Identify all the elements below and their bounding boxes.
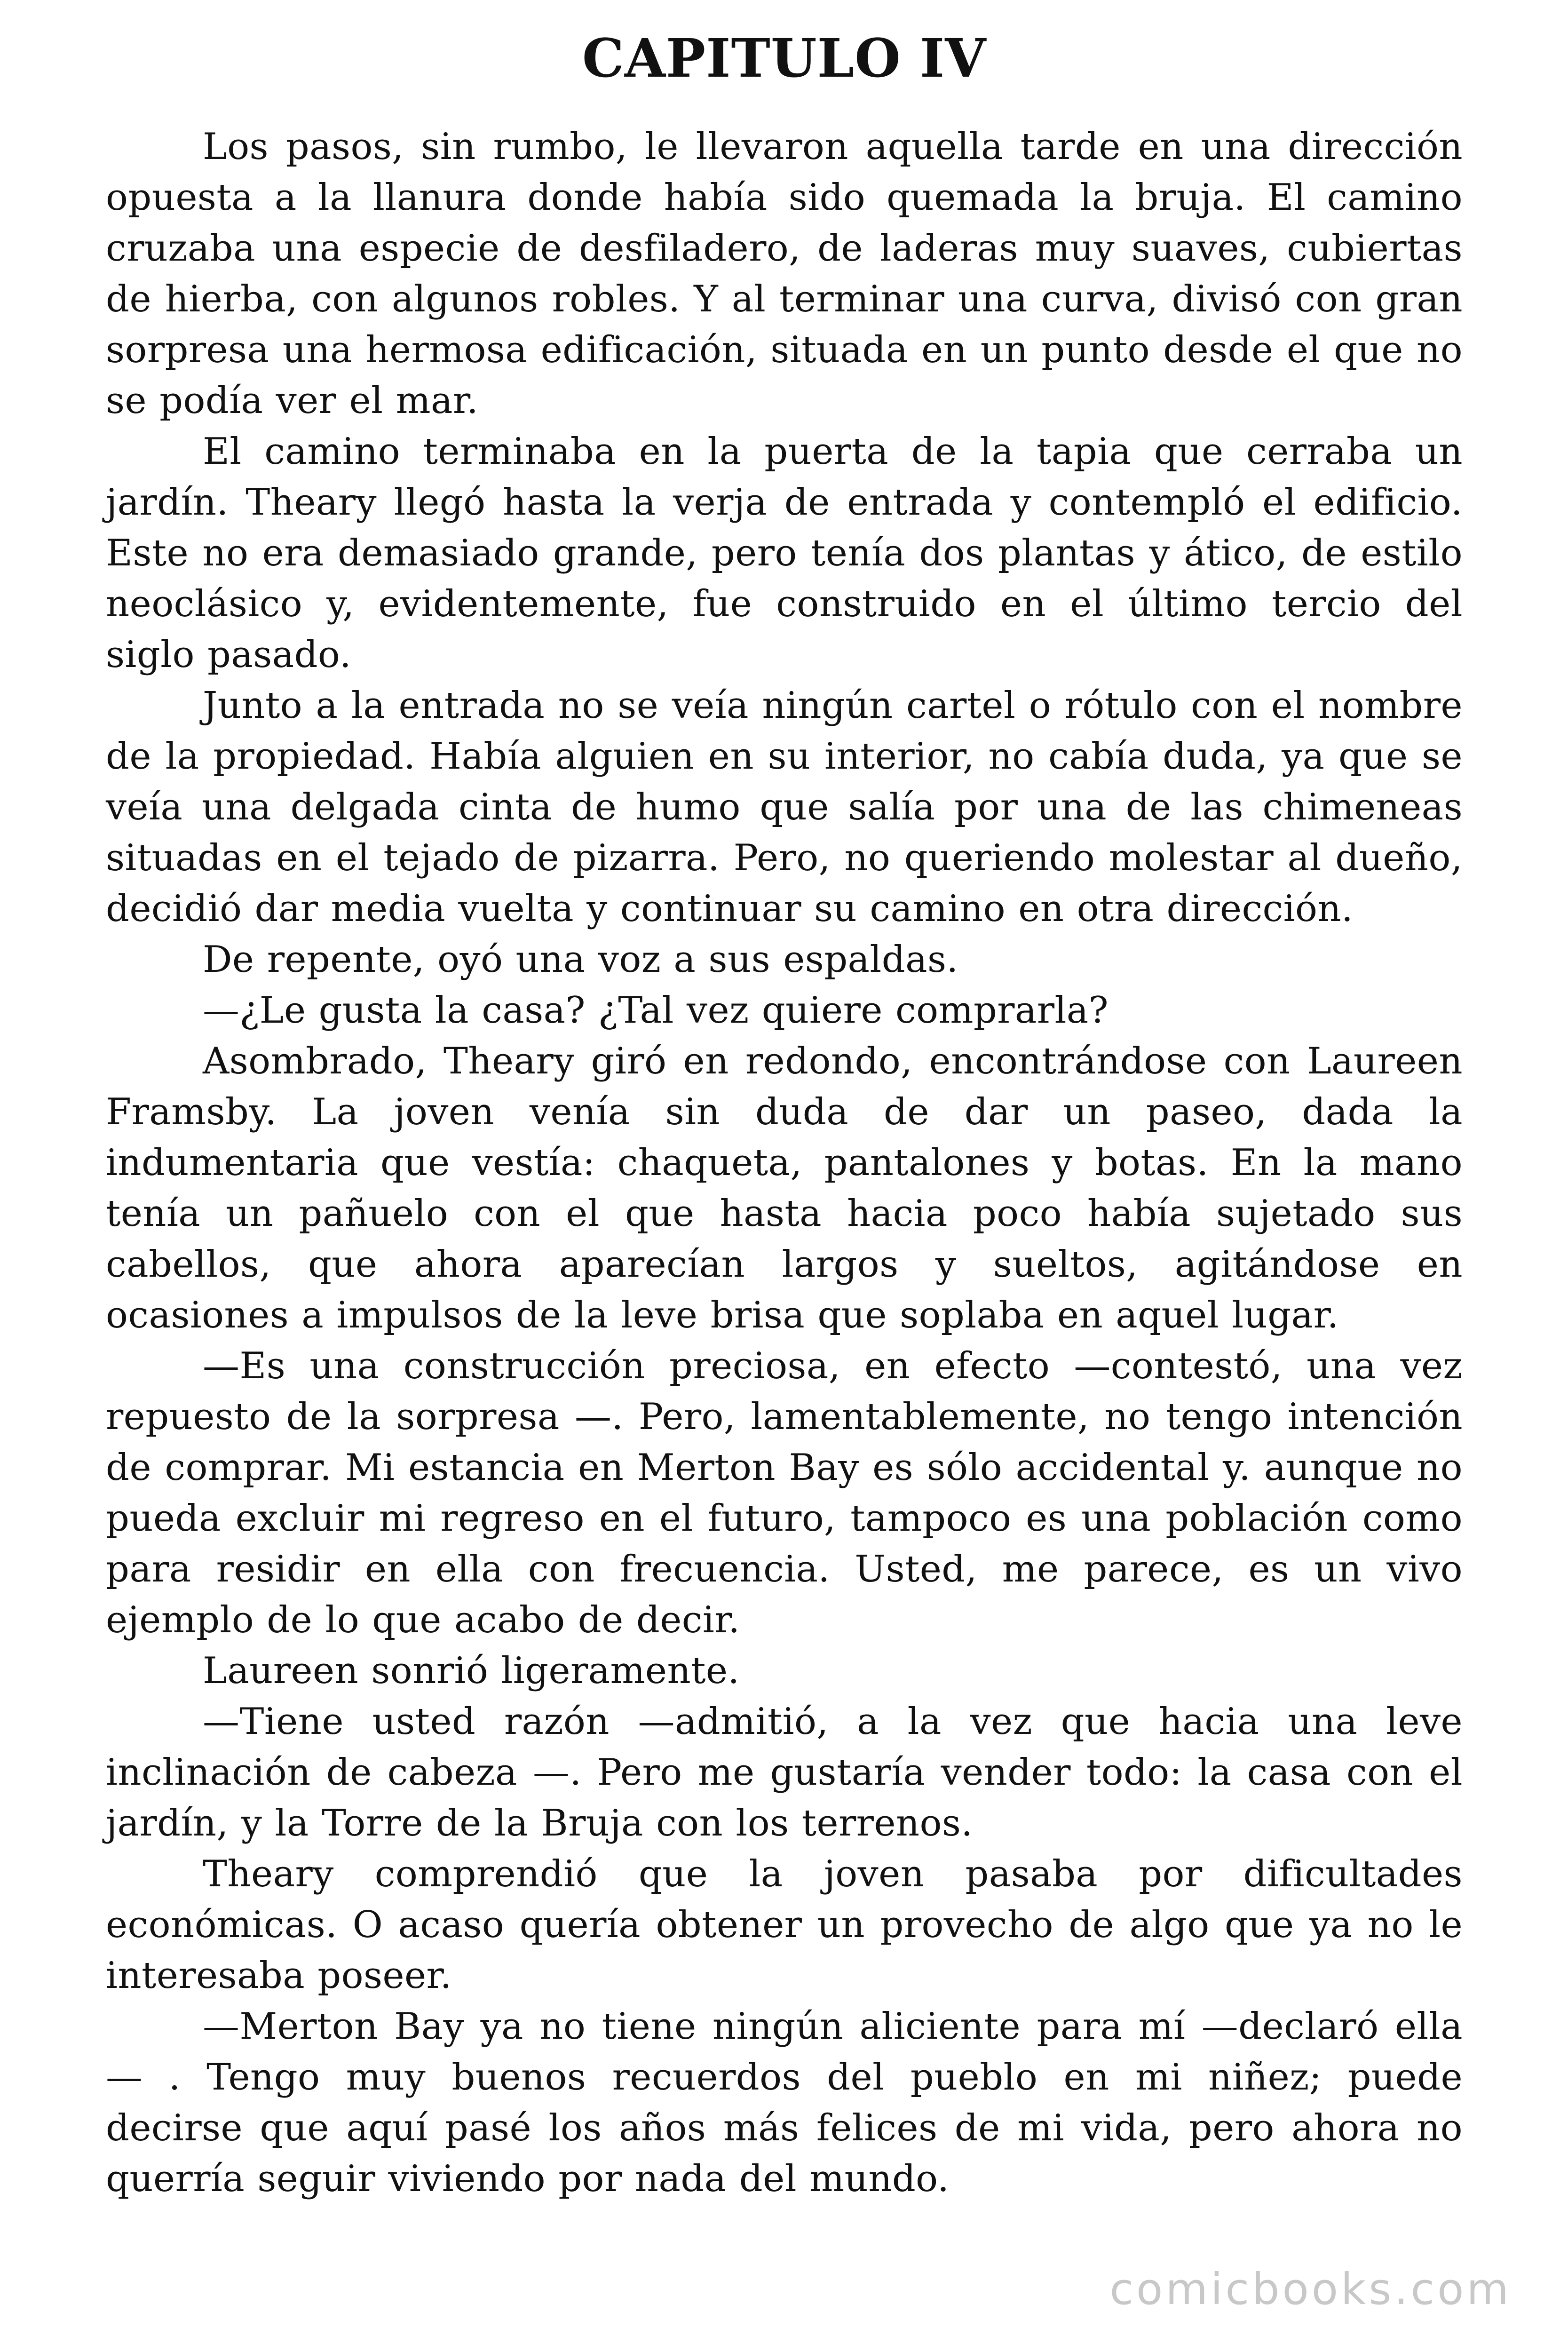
paragraph: De repente, oyó una voz a sus espaldas. [203, 938, 958, 981]
dialogue-paragraph: —Tiene usted razón —admitió, a la vez que hacia una leve inclinación de cabeza —. Pero me gustaría vender todo: la casa con el jardín, y la Torre de la Bruja con los terrenos. [106, 1700, 1463, 1844]
watermark: comicbooks.com [1109, 2264, 1512, 2314]
paragraph: Asombrado, Theary giró en redondo, encontrándose con Laureen Framsby. La joven venía sin duda de dar un paseo, dada la indumentaria que vestía: chaqueta, pantalones y botas. En la mano tenía un pañuelo con el que hasta hacia poco había sujetado sus cabellos, que ahora aparecían largos y sueltos, agitándose en ocasiones a impulsos de la leve brisa que soplaba en aquel lugar. [106, 1040, 1463, 1336]
dialogue-paragraph: —Es una construcción preciosa, en efecto —contestó, una vez repuesto de la sorpresa —. Pero, lamentablemente, no tengo intención de comprar. Mi estancia en Merton Bay es sólo accidental y. aunque no pueda excluir mi regreso en el futuro, tampoco es una población como para residir en ella con frecuencia. Usted, me parece, es un vivo ejemplo de lo que acabo de decir. [106, 1345, 1463, 1641]
paragraph: El camino terminaba en la puerta de la tapia que cerraba un jardín. Theary llegó hasta la verja de entrada y contempló el edificio. Este no era demasiado grande, pero tenía dos plantas y ático, de estilo neoclásico y, evidentemente, fue construido en el último tercio del siglo pasado. [106, 430, 1463, 676]
dialogue-paragraph: —¿Le gusta la casa? ¿Tal vez quiere comprarla? [203, 989, 1109, 1032]
paragraph: Laureen sonrió ligeramente. [203, 1650, 740, 1692]
chapter-body [106, 121, 1463, 2204]
paragraph: Los pasos, sin rumbo, le llevaron aquella tarde en una dirección opuesta a la llanura donde había sido quemada la bruja. El camino cruzaba una especie de desfiladero, de laderas muy suaves, cubiertas de hierba, con algunos robles. Y al terminar una curva, divisó con gran sorpresa una hermosa edificación, situada en un punto desde el que no se podía ver el mar. [106, 126, 1463, 422]
chapter-title: CAPITULO IV [582, 28, 987, 89]
paragraph: Junto a la entrada no se veía ningún cartel o rótulo con el nombre de la propiedad. Había alguien en su interior, no cabía duda, ya que se veía una delgada cinta de humo que salía por una de las chimeneas situadas en el tejado de pizarra. Pero, no queriendo molestar al dueño, decidió dar media vuelta y continuar su camino en otra dirección. [106, 684, 1463, 930]
dialogue-paragraph: —Merton Bay ya no tiene ningún aliciente para mí —declaró ella — . Tengo muy buenos recuerdos del pueblo en mi niñez; puede decirse que aquí pasé los años más felices de mi vida, pero ahora no querría seguir viviendo por nada del mundo. [106, 2005, 1463, 2200]
paragraph: Theary comprendió que la joven pasaba por dificultades económicas. O acaso quería obtener un provecho de algo que ya no le interesaba poseer. [106, 1853, 1463, 1997]
book-page [106, 24, 1463, 2204]
